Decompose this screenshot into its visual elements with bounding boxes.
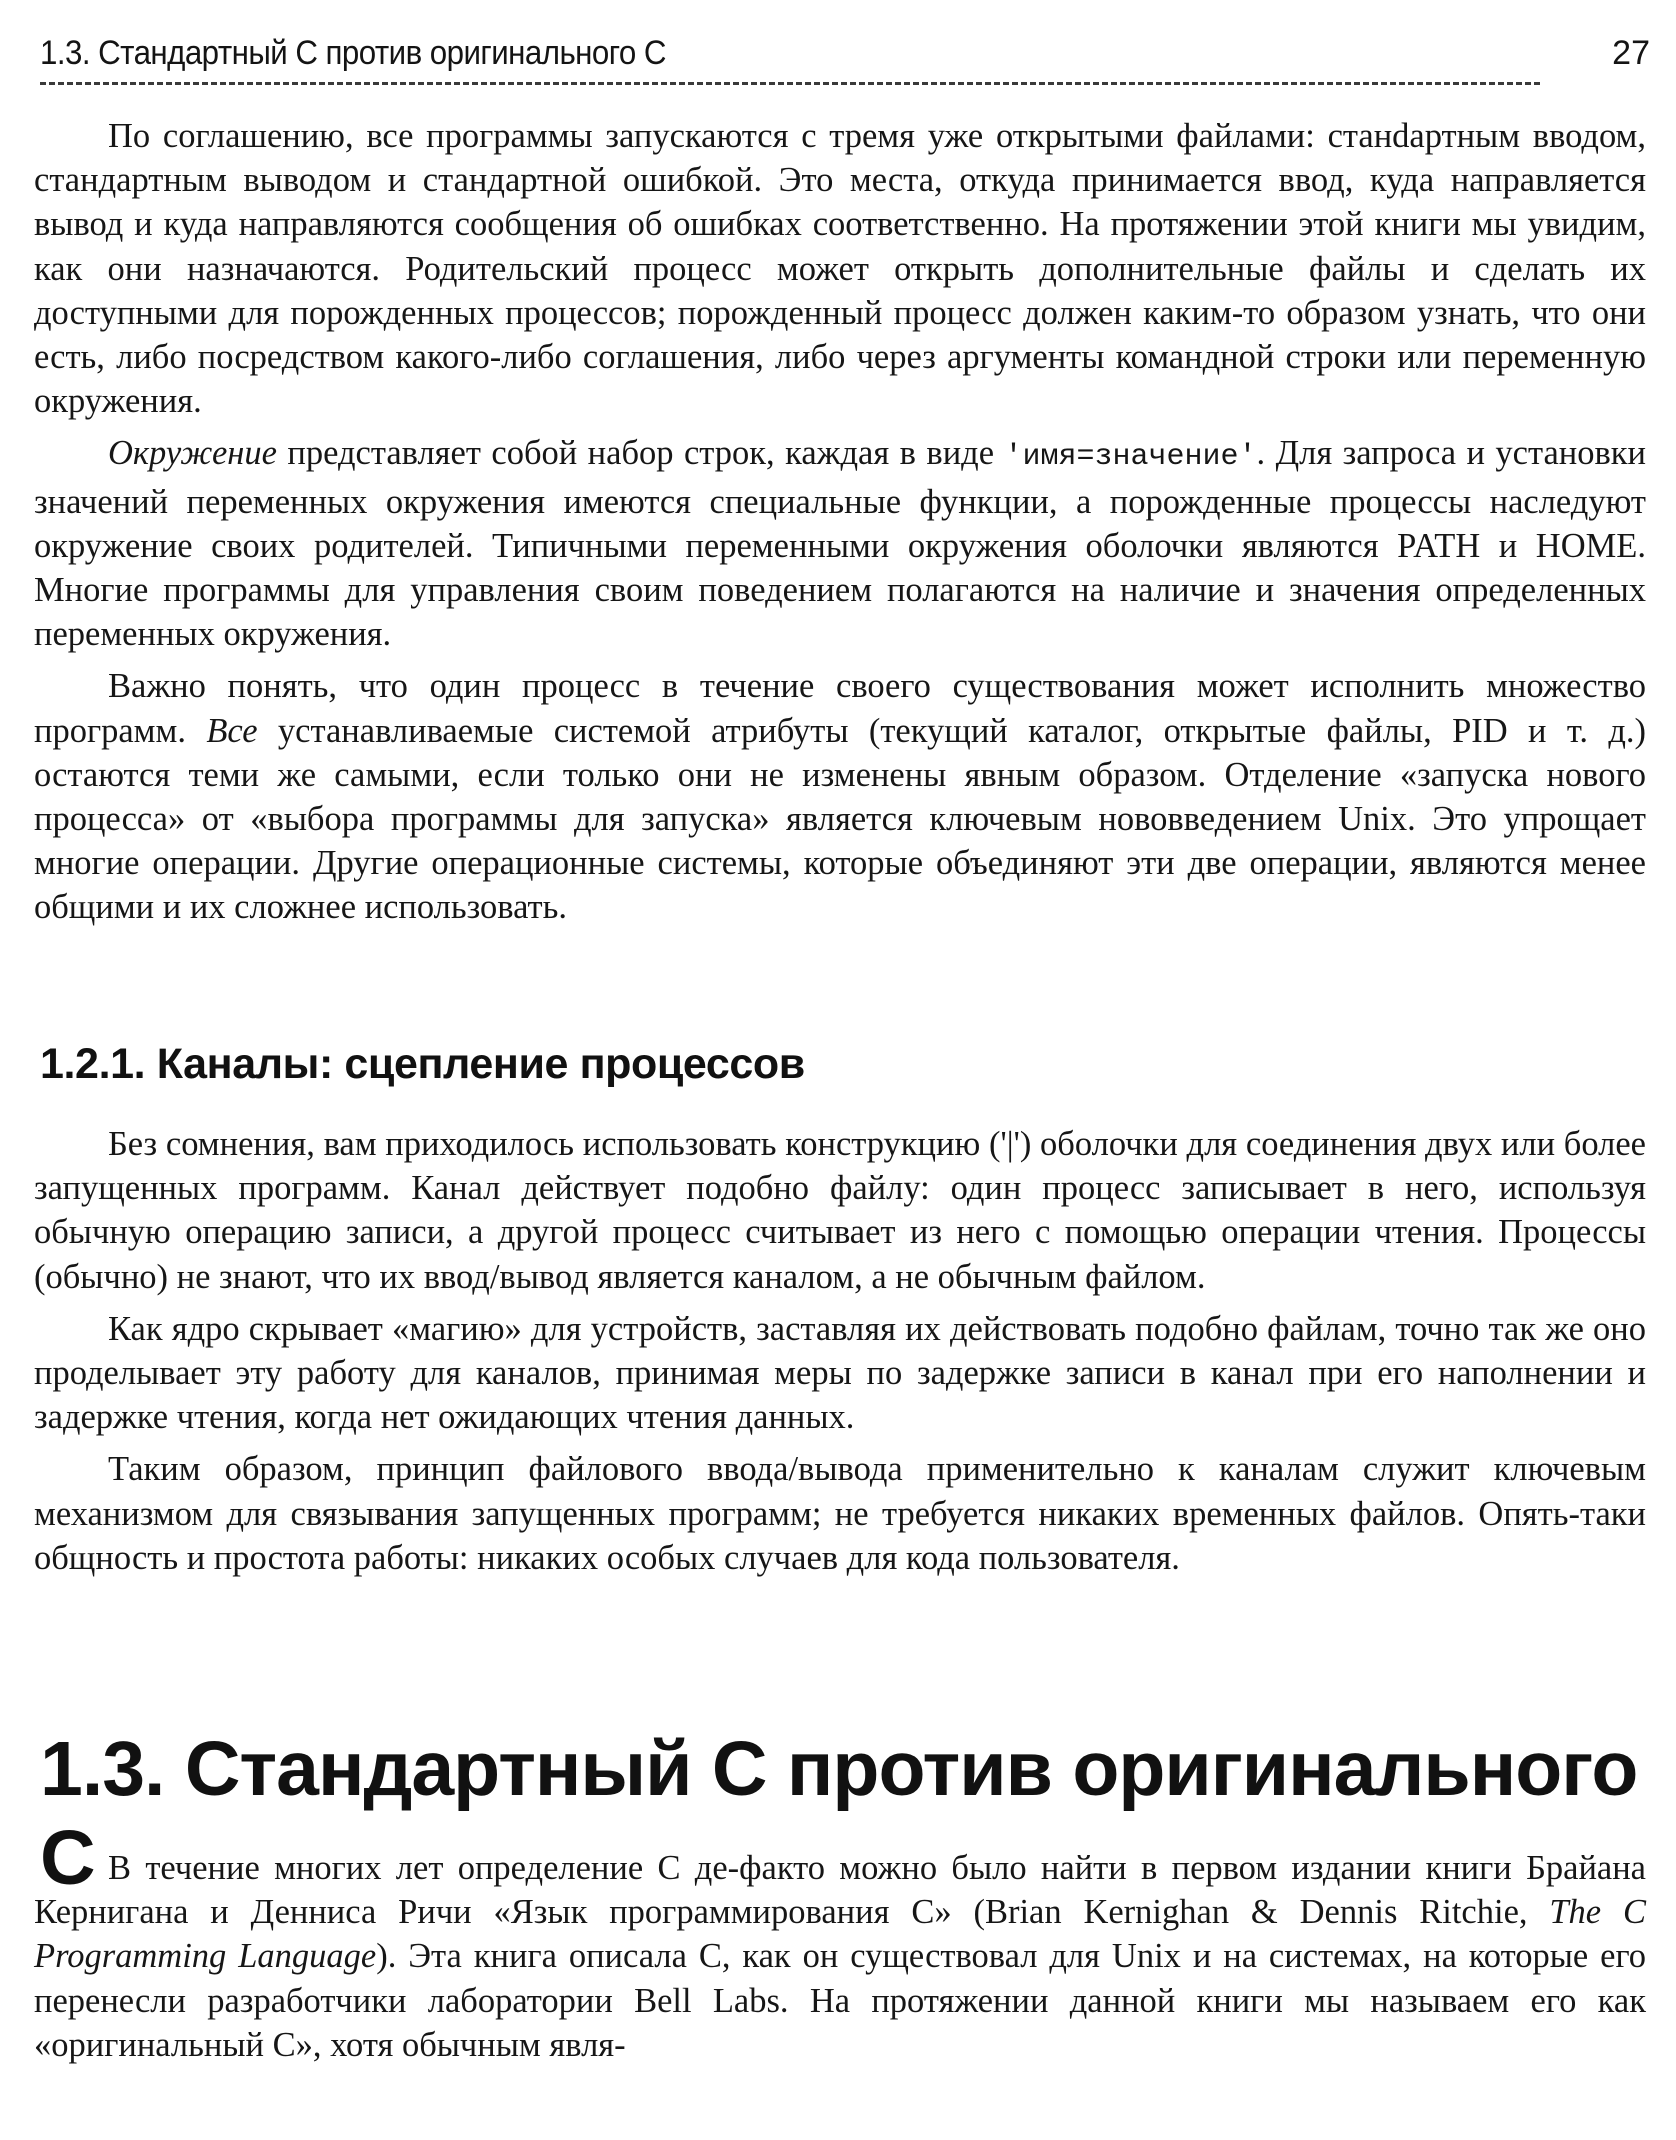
section-heading: 1.3. Стандартный C против оригинального C	[40, 1726, 1638, 1901]
text-fragment: ). Эта книга описала C, как он существовал для Unix и на системах, на которые его перенесли разработчики лаборатории Bell Labs. На протяжении данной книги мы называем его как «оригинальный C», хотя обычным явля-	[34, 1937, 1646, 2064]
paragraph-kernel-magic: Как ядро скрывает «магию» для устройств, заставляя их действовать подобно файлам, точно так же оно проделывает эту работу для каналов, принимая меры по задержке записи в канал при его наполнении и задержке чтения, когда нет ожидающих чтения данных.	[34, 1309, 1646, 1437]
term-environment: Окружение	[108, 434, 277, 473]
text-fragment: . Для запроса и установки значений переменных окружения имеются специальные функции, а порожденные процессы наследуют окружение своих родителей. Типичными переменными окружения оболочки являются PATH и HOME. Многие программы для управления своим поведением полагаются на наличие и значения определенных переменных окружения.	[34, 434, 1646, 654]
section-environment	[34, 114, 1646, 930]
paragraph-process-programs	[34, 664, 1646, 929]
running-header	[40, 30, 1650, 80]
text-fragment: Важно понять, что один процесс в течение своего существования может исполнить множество программ.	[34, 667, 1646, 750]
section-standard-c	[34, 1846, 1646, 2067]
text-fragment: представляет собой набор строк, каждая в виде	[276, 434, 1005, 473]
paragraph-standard-files: По соглашению, все программы запускаются с тремя уже открытыми файлами: станdартным вводом, стандартным выводом и стандартной ошибкой. Это места, откуда принимается ввод, куда направляется вывод и куда направляются сообщения об ошибках соответственно. На протяжении этой книги мы увидим, как они назначаются. Родительский процесс может открыть дополнительные файлы и сделать их доступными для порожденных процессов; порожденный процесс должен каким-то образом узнать, что они есть, либо посредством какого-либо соглашения, либо через аргументы командной строки или переменную окружения.	[34, 117, 1646, 421]
book-title: The C Programming Language	[34, 1893, 1647, 1976]
running-title: 1.3. Стандартный C против оригинального C	[40, 34, 666, 72]
header-rule	[40, 82, 1540, 85]
code-name-value: 'имя=значение'	[1004, 440, 1257, 475]
text-fragment: устанавливаемые системой атрибуты (текущий каталог, открытые файлы, PID и т. д.) остаются теми же самыми, если только они не изменены явным образом. Отделение «запуска нового процесса» от «выбора программы для запуска» является ключевым нововведением Unix. Это упрощает многие операции. Другие операционные системы, которые объединяют эти две операции, являются менее общими и их сложнее использовать.	[34, 711, 1646, 927]
page-number: 27	[1612, 34, 1650, 72]
paragraph-original-c	[34, 1846, 1646, 2067]
section-pipes	[34, 1122, 1646, 1580]
text-fragment: В течение многих лет определение C де-факто можно было найти в первом издании книги Брайана Кернигана и Денниса Ричи «Язык программирования C» (Brian Kernighan & Dennis Ritchie,	[34, 1849, 1646, 1932]
subsection-heading: 1.2.1. Каналы: сцепление процессов	[40, 1040, 805, 1088]
paragraph-environment	[34, 431, 1646, 656]
emphasis-all: Все	[206, 711, 258, 750]
paragraph-pipes-mechanism: Таким образом, принцип файлового ввода/вывода применительно к каналам служит ключевым механизмом для связывания запущенных программ; не требуется никаких временных файлов. Опять-таки общность и простота работы: никаких особых случаев для кода пользователя.	[34, 1450, 1646, 1577]
paragraph-pipes-intro: Без сомнения, вам приходилось использовать конструкцию ('|') оболочки для соединения двух или более запущенных программ. Канал действует подобно файлу: один процесс записывает в него, используя обычную операцию записи, а другой процесс считывает из него с помощью операции чтения. Процессы (обычно) не знают, что их ввод/вывод является каналом, а не обычным файлом.	[34, 1125, 1646, 1296]
